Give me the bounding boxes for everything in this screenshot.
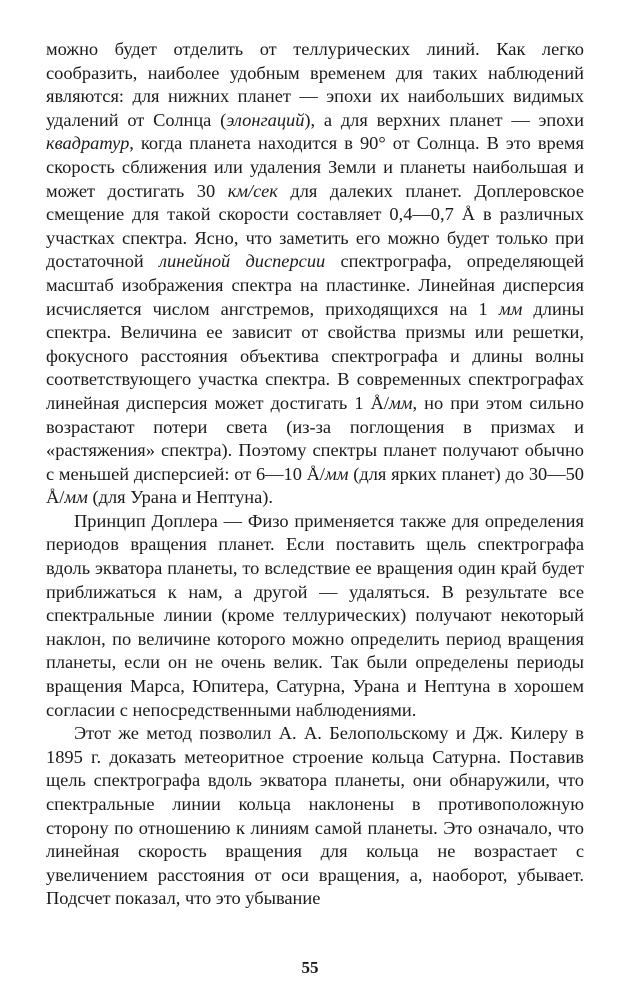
text-run: (для ярких планет) до 30—50 Å/ (46, 463, 584, 508)
text-run: ), а для верхних планет — эпохи (304, 109, 584, 130)
text-run: можно будет отделить от теллурических линий. Как легко сообразить, наиболее удобным временем для таких наблюдений являются: для нижних планет — эпохи их наибольших видимых удалений от Солнца ( (46, 39, 584, 130)
paragraph-saturn-ring (46, 722, 584, 911)
text-run: для далеких планет. Доплеровское смещение для такой скорости составляет 0,4—0,7 Å в различных участках спектра. Ясно, что заметить его можно будет только при достаточной (46, 180, 584, 272)
italic-term: км/сек (227, 180, 278, 201)
italic-term: мм (325, 463, 349, 484)
text-run: Этот же метод позволил А. А. Белопольскому и Дж. Килеру в 1895 г. доказать метеоритное строение кольца Сатурна. Поставив щель спектрографа вдоль экватора планеты, они обнаружили, что спектральные линии кольца наклонены в противоположную сторону по отношению к линиям самой планеты. Это означало, что линейная скорость вращения для кольца не возрастает с увеличением расстояния от оси вращения, а, наоборот, убывает. Подсчет показал, что это убывание (46, 723, 584, 909)
italic-term: линейной дисперсии (159, 251, 326, 272)
body-text (46, 38, 584, 911)
italic-term: квадратур (46, 133, 130, 154)
paragraph-doppler-observation (46, 38, 584, 510)
italic-term: мм (64, 487, 88, 508)
page-number: 55 (301, 958, 319, 977)
paragraph-rotation-periods (46, 510, 584, 722)
italic-term: элонгаций (226, 109, 305, 130)
text-run: , когда планета находится в 90° от Солнца. В это время скорость сближения или удаления Земли и планеты наибольшая и может достигать 30 (46, 133, 584, 201)
italic-term: мм (498, 298, 523, 319)
text-run: Принцип Доплера — Физо применяется также для определения периодов вращения планет. Если поставить щель спектрографа вдоль экватора планеты, то вследствие ее вращения один край будет приближаться к нам, а другой — удаляться. В результате все спектральные линии (кроме теллурических) получают некоторый наклон, по величине которого можно определить период вращения планеты, если он не очень велик. Так были определены периоды вращения Марса, Юпитера, Сатурна, Урана и Нептуна в хорошем согласии с непосредственными наблюдениями. (46, 510, 584, 720)
italic-term: мм (388, 392, 413, 413)
text-run: , но при этом сильно возрастают потери света (из-за поглощения в призмах и «растяжения» спектра). Поэтому спектры планет получают обычно с меньшей дисперсией: от 6—10 Å/ (46, 392, 584, 484)
text-run: длины спектра. Величина ее зависит от свойства призмы или решетки, фокусного расстояния объектива спектрографа и длины волны соответствующего участка спектра. В современных спектрографах линейная дисперсия может достигать 1 Å/ (46, 298, 584, 413)
text-run: (для Урана и Нептуна). (87, 487, 274, 508)
text-run: спектрографа, определяющей масштаб изображения спектра на пластинке. Линейная дисперсия исчисляется числом ангстремов, приходящихся на 1 (46, 251, 584, 319)
